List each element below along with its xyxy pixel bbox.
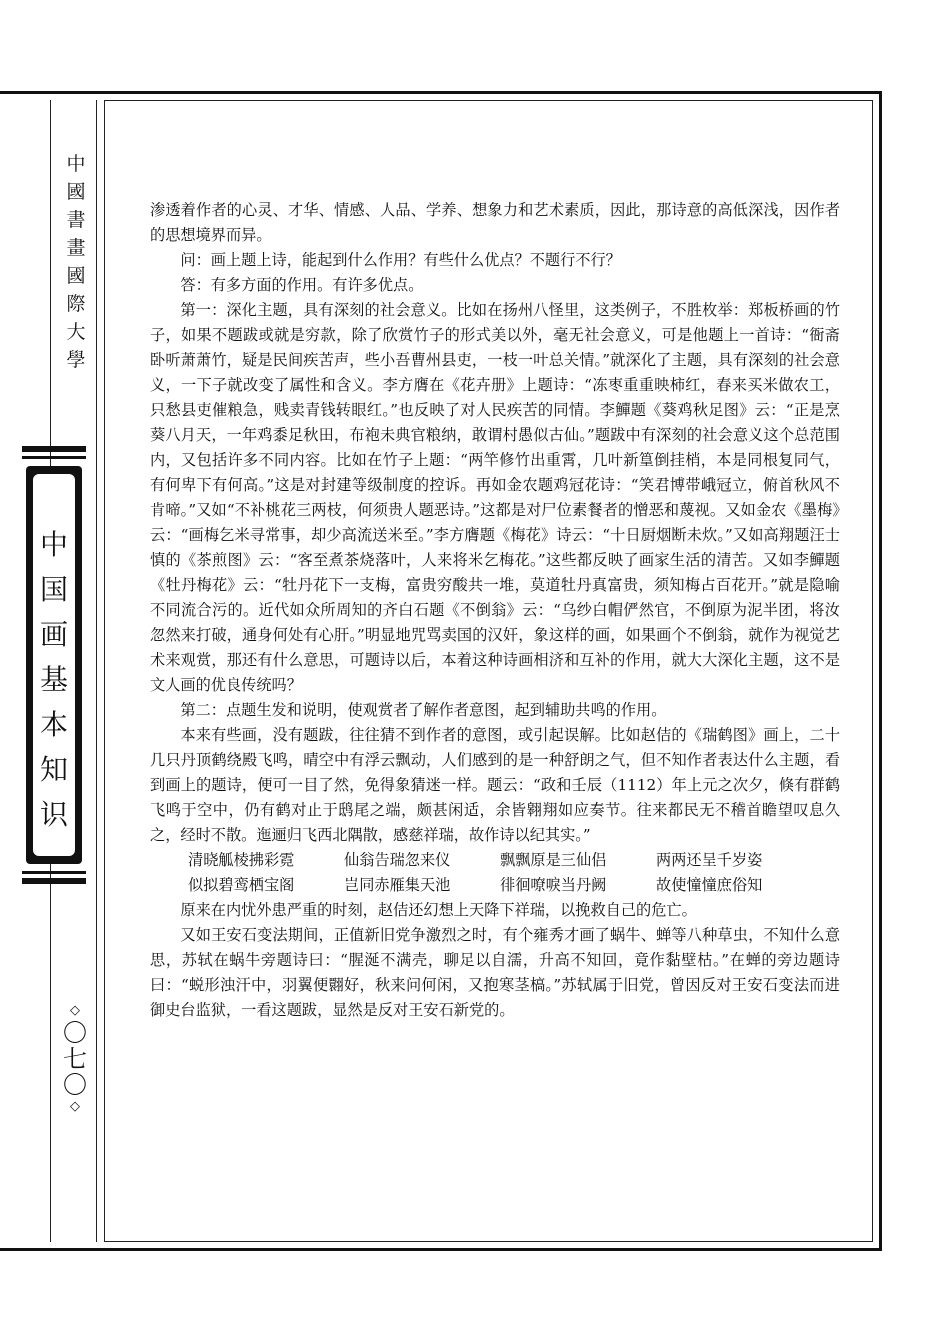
university-name-char: 畫	[66, 237, 86, 259]
page-number-digit: 〇	[63, 1019, 87, 1047]
poem-line: 徘徊嘹唳当丹阙	[500, 876, 607, 894]
paragraph: 第二：点题生发和说明，使观赏者了解作者意图，起到辅助共鸣的作用。	[180, 701, 667, 719]
poem-line: 飘飘原是三仙侣	[500, 851, 607, 869]
page-marker-bottom: ◇	[70, 1099, 80, 1114]
university-name-char: 大	[66, 321, 86, 343]
poem-line: 仙翁告瑞忽来仪	[344, 851, 451, 869]
page-number-digit: 〇	[63, 1071, 87, 1099]
university-name-char: 書	[66, 209, 86, 231]
page-marker-top: ◇	[70, 1003, 80, 1018]
title-band-top	[22, 446, 86, 452]
university-name-char: 國	[66, 181, 86, 203]
paragraph: 答：有多方面的作用。有许多优点。	[180, 276, 424, 294]
poem-line: 故使憧憧庶俗知	[656, 876, 763, 894]
sidebar-rule-right	[96, 100, 97, 1242]
paragraph: 渗透着作者的心灵、才华、情感、人品、学养、想象力和艺术素质，因此，那诗意的高低深浅，因作者的思想境界而异。	[150, 201, 840, 244]
book-title-char: 画	[39, 618, 68, 651]
book-title-char: 中	[39, 528, 68, 561]
university-name-char: 國	[66, 265, 86, 287]
title-band-bottom-thin	[22, 871, 86, 874]
university-name	[57, 150, 95, 374]
paragraph: 原来在内忧外患严重的时刻，赵佶还幻想上天降下祥瑞，以挽救自己的危亡。	[180, 901, 697, 919]
paragraph: 本来有些画，没有题跋，往往猜不到作者的意图，或引起误解。比如赵佶的《瑞鹤图》画上，二十几只丹顶鹤绕殿飞鸣，晴空中有浮云飘动，人们感到的是一种舒朗之气，但不知作者表达什么主题，看到画上的题诗，便可一目了然，免得象猜迷一样。题云：“政和壬辰（1112）年上元之次夕，倏有群鹤飞鸣于空中，仍有鹤对止于鸱尾之端，颇甚闲适，余皆翱翔如应奏节。往来都民无不稽首瞻望叹息久之，经时不散。迤逦归飞西北隅散，感慈祥瑞，故作诗以纪其实。”	[150, 726, 840, 844]
paragraph: 又如王安石变法期间，正值新旧党争激烈之时，有个雍秀才画了蜗牛、蝉等八种草虫，不知什么意思，苏轼在蜗牛旁题诗曰：“腥涎不满壳，聊足以自濡，升高不知回，竟作黏壁枯。”在蝉的旁边题诗曰：“蜕形浊汗中，羽翼便翾好，秋来问何闲，又抱寒茎槁。”苏轼属于旧党，曾因反对王安石变法而进御史台监狱，一看这题跋，显然是反对王安石新党的。	[150, 926, 840, 1019]
paragraph: 问：画上题上诗，能起到什么作用？有些什么优点？不题行不行？	[180, 251, 621, 269]
book-title-char: 识	[39, 798, 68, 831]
page-number-digit: 七	[63, 1045, 87, 1073]
university-name-char: 中	[66, 153, 86, 175]
poem-line: 岂同赤雁集天池	[344, 876, 451, 894]
poem-line: 两两还呈千岁姿	[656, 851, 763, 869]
title-band-bottom	[22, 878, 86, 884]
paragraph: 第一：深化主题，具有深刻的社会意义。比如在扬州八怪里，这类例子，不胜枚举：郑板桥画的竹子，如果不题跋或就是穷款，除了欣赏竹子的形式美以外，毫无社会意义，可是他题上一首诗：“衙斋卧听萧萧竹，疑是民间疾苦声，些小吾曹州县吏，一枝一叶总关情。”就深化了主题，具有深刻的社会意义，一下子就改变了属性和含义。李方膺在《花卉册》上题诗：“冻枣重重映柿红，春来买米做农工，只愁县吏催粮急，贱卖青钱转眼红。”也反映了对人民疾苦的同情。李鱓题《葵鸡秋足图》云：“正是烹葵八月天，一年鸡黍足秋田，布袍未典官粮纳，敢谓村愚似古仙。”题跋中有深刻的社会意义这个总范围内，又包括许多不同内容。比如在竹子上题：“两竿修竹出重霄，几叶新篁倒挂梢，本是同根复同气，有何卑下有何高。”这是对封建等级制度的控诉。再如金农题鸡冠花诗：“笑君博带峨冠立，俯首秋风不肯啼。”又如“不补桃花三两枝，何须贵人题恶诗。”这都是对尸位素餐者的憎恶和蔑视。又如金农《墨梅》云：“画梅乞米寻常事，却少高流送米至。”李方膺题《梅花》诗云：“十日厨烟断未炊。”又如高翔题汪士慎的《茶煎图》云：“客至煮茶烧落叶，人来将米乞梅花。”这些都反映了画家生活的清苦。又如李鱓题《牡丹梅花》云：“牡丹花下一支梅，富贵穷酸共一堆，莫道牡丹真富贵，须知梅占百花开。”就是隐喻不同流合污的。近代如众所周知的齐白石题《不倒翁》云：“乌纱白帽俨然官，不倒原为泥半团，将汝忽然来打破，通身何处有心肝。”明显地咒骂卖国的汉奸，象这样的画，如果画个不倒翁，就作为视觉艺术来观赏，那还有什么意思，可题诗以后，本着这种诗画相济和互补的作用，就大大深化主题，这不是文人画的优良传统吗？	[150, 301, 840, 694]
book-title-char: 本	[39, 708, 68, 741]
poem-line: 似拟碧鸾栖宝阁	[188, 876, 295, 894]
body-text	[150, 198, 840, 1023]
poem-line: 清晓觚棱拂彩霓	[188, 851, 295, 869]
university-name-char: 際	[66, 293, 86, 315]
book-title-char: 国	[39, 573, 68, 606]
page-number	[60, 1002, 90, 1116]
book-title-char: 知	[39, 753, 68, 786]
book-title	[33, 522, 75, 837]
title-band-top-thin	[22, 456, 86, 459]
university-name-char: 學	[66, 349, 86, 371]
poem	[150, 848, 840, 898]
book-title-char: 基	[39, 663, 68, 696]
